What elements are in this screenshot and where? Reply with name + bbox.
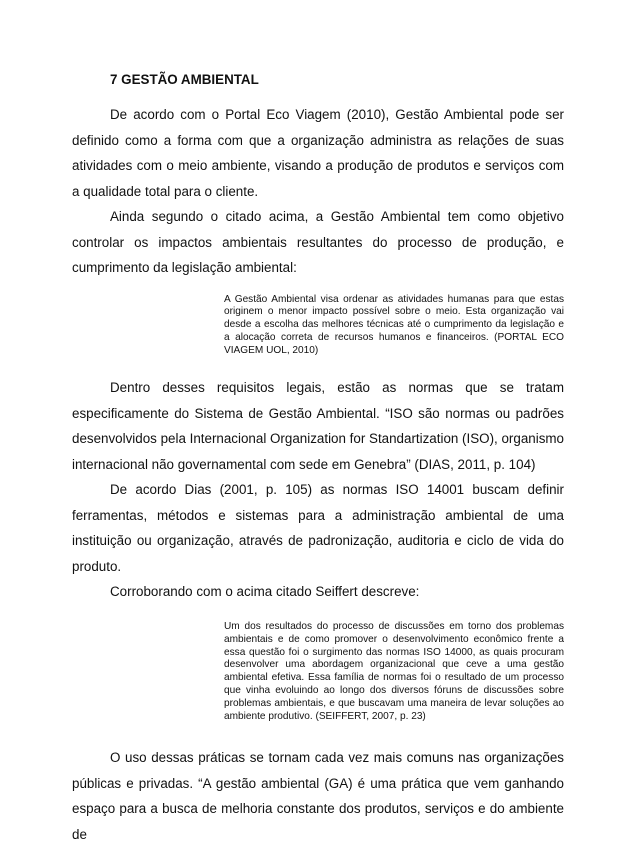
block-quote-portal-eco: A Gestão Ambiental visa ordenar as atividades humanas para que estas originem o menor impacto possível sobre o meio. Esta organização vai desde a escolha das melhores técnicas até o cumprimento da legislação e a alocação correta de recursos humanos e financeiros. (PORTAL ECO VIAGEM UOL, 2010): [224, 293, 564, 356]
document-content: [72, 64, 564, 847]
paragraph-requisitos-legais: Dentro desses requisitos legais, estão as normas que se tratam especificamente do Sistema de Gestão Ambiental. “ISO são normas ou padrões desenvolvidos pela Internacional Organization for Standartization (ISO), organismo internacional não governamental com sede em Genebra” (DIAS, 2011, p. 104): [72, 380, 565, 472]
block-quote-seiffert: Um dos resultados do processo de discussões em torno dos problemas ambientais e de como promover o desenvolvimento econômico frente a essa questão foi o surgimento das normas ISO 14000, as quais procuram desenvolver uma abordagem organizacional que ceve a uma gestão ambiental efetiva. Essa família de normas foi o resultado de um processo que vinha evoluindo ao longo dos diversos fóruns de discussões sobre problemas ambientais, e que buscavam uma maneira de levar soluções ao ambiente produtivo. (SEIFFERT, 2007, p. 23): [224, 620, 564, 722]
paragraph-iso-14001: De acordo Dias (2001, p. 105) as normas ISO 14001 buscam definir ferramentas, métodos e sistemas para a administração ambiental de uma instituição ou organização, através de padronização, auditoria e ciclo de vida do produto.: [72, 482, 564, 574]
paragraph-uso-praticas: O uso dessas práticas se tornam cada vez mais comuns nas organizações públicas e privadas. “A gestão ambiental (GA) é uma prática que vem ganhando espaço para a busca de melhoria constante dos produtos, serviços e do ambiente de: [72, 750, 564, 842]
paragraph-portal-eco-viagem: De acordo com o Portal Eco Viagem (2010), Gestão Ambiental pode ser definido como a forma com que a organização administra as relações de suas atividades com o meio ambiente, visando a produção de produtos e serviços com a qualidade total para o cliente.: [72, 107, 564, 199]
section-heading: 7 GESTÃO AMBIENTAL: [110, 72, 259, 87]
paragraph-seiffert-intro: Corroborando com o acima citado Seiffert descreve:: [110, 584, 420, 600]
paragraph-objetivo-gestao: Ainda segundo o citado acima, a Gestão Ambiental tem como objetivo controlar os impactos ambientais resultantes do processo de produção, e cumprimento da legislação ambiental:: [72, 209, 564, 275]
